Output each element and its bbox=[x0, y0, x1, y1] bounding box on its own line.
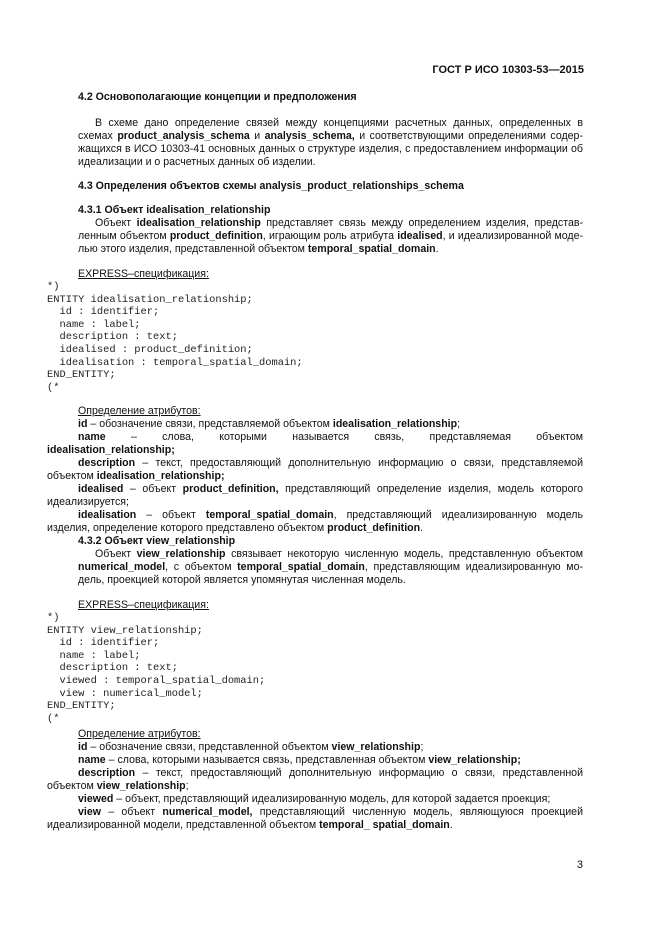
s431-code-line: idealised : product_definition; bbox=[47, 344, 253, 356]
s42-line-1: В схеме дано определение связей между концепциями расчетных данных, определенных в bbox=[95, 117, 583, 129]
s432-attr-view-cont: идеализированной модели, представленной объектом temporal_ spatial_domain. bbox=[47, 819, 453, 831]
s431-code-line: (* bbox=[47, 381, 60, 394]
s432-attributes-label: Определение атрибутов: bbox=[78, 728, 201, 740]
s432-line-2: numerical_model, с объектом temporal_spatial_domain, представляющим идеализированную мо- bbox=[78, 561, 583, 573]
s431-attributes-label: Определение атрибутов: bbox=[78, 405, 201, 417]
s432-code-line: name : label; bbox=[47, 649, 141, 662]
s431-attr-idealisation-cont: изделия, определение которого представлено объектом product_definition. bbox=[47, 522, 424, 534]
s431-attr-idealised-cont: идеализируется; bbox=[47, 496, 129, 508]
s431-attr-description-cont: объектом idealisation_relationship; bbox=[47, 470, 225, 482]
s431-attr-name: name – слова, которыми называется связь, представляемая объектом bbox=[78, 431, 584, 443]
s431-line-3: лью этого изделия, представленной объектом temporal_spatial_domain. bbox=[78, 243, 439, 255]
s432-code-line: ENTITY view_relationship; bbox=[47, 624, 203, 637]
s432-code-line: description : text; bbox=[47, 662, 178, 675]
s432-express-label: EXPRESS–спецификация: bbox=[78, 599, 209, 611]
s432-code-line: END_ENTITY; bbox=[47, 700, 116, 713]
s431-code-line: description : text; bbox=[47, 331, 178, 344]
s432-attr-description-cont: объектом view_relationship; bbox=[47, 780, 189, 792]
s432-code-line: viewed : temporal_spatial_domain; bbox=[47, 675, 266, 687]
section-4-3-heading: 4.3 Определения объектов схемы analysis_product_relationships_schema bbox=[78, 180, 464, 192]
s432-code-line: view : numerical_model; bbox=[47, 687, 203, 700]
s42-line-4: идеализации и о расчетных данных об изделии. bbox=[78, 156, 316, 168]
s432-attr-description: description – текст, предоставляющий дополнительную информацию о связи, представленной bbox=[78, 767, 583, 779]
page-number: 3 bbox=[576, 859, 583, 871]
s431-code-line: id : identifier; bbox=[47, 306, 160, 319]
s431-line-2: ленным объектом product_definition, играющим роль атрибута idealised, и идеализированной моде- bbox=[78, 230, 583, 242]
s431-code-line: idealisation : temporal_spatial_domain; bbox=[47, 356, 303, 369]
s431-code-line: ENTITY idealisation_relationship; bbox=[47, 293, 253, 306]
section-4-3-2-heading: 4.3.2 Объект view_relationship bbox=[78, 535, 236, 547]
s431-code-line: name : label; bbox=[47, 318, 141, 331]
s431-code-line: END_ENTITY; bbox=[47, 369, 116, 382]
s432-code-line: (* bbox=[47, 712, 60, 725]
s432-code-line: id : identifier; bbox=[47, 637, 160, 650]
s431-attr-idealisation: idealisation – объект temporal_spatial_domain, представляющий идеализированную модель bbox=[78, 509, 583, 521]
s431-line-1: Объект idealisation_relationship представляет связь между определением изделия, представ- bbox=[95, 217, 583, 229]
s432-attr-name: name – слова, которыми называется связь, представленная объектом view_relationship; bbox=[78, 754, 521, 766]
s431-attr-name-cont: idealisation_relationship; bbox=[47, 444, 175, 456]
s432-line-3: дель, проекцией которой является упомянутая численная модель. bbox=[78, 574, 406, 586]
s431-attr-idealised: idealised – объект product_definition, представляющий определение изделия, модель которого bbox=[78, 483, 583, 495]
s42-line-3: жащихся в ИСО 10303-41 основных данных о структуре изделия, с предоставлением информации об bbox=[78, 143, 583, 155]
s432-attr-viewed: viewed – объект, представляющий идеализированную модель, для которой задается проекция; bbox=[78, 793, 551, 805]
s432-attr-id: id – обозначение связи, представленной объектом view_relationship; bbox=[78, 741, 424, 753]
section-4-2-heading: 4.2 Основополагающие концепции и предположения bbox=[78, 91, 357, 103]
section-4-3-1-heading: 4.3.1 Объект idealisation_relationship bbox=[78, 204, 271, 216]
s432-code-line: *) bbox=[47, 612, 60, 624]
s42-line-2: схемах product_analysis_schema и analysis_schema, и соответствующими определениями содер- bbox=[78, 130, 583, 142]
s431-attr-id: id – обозначение связи, представляемой объектом idealisation_relationship; bbox=[78, 418, 461, 430]
document-id-header: ГОСТ Р ИСО 10303-53—2015 bbox=[432, 64, 584, 76]
s431-express-label: EXPRESS–спецификация: bbox=[78, 268, 209, 280]
s431-attr-description: description – текст, предоставляющий дополнительную информацию о связи, представляемой bbox=[78, 457, 583, 469]
s432-attr-view: view – объект numerical_model, представляющий численную модель, являющуюся проекцией bbox=[78, 806, 583, 818]
s431-code-line: *) bbox=[47, 281, 60, 293]
s432-line-1: Объект view_relationship связывает некоторую численную модель, представленную объектом bbox=[95, 548, 583, 560]
